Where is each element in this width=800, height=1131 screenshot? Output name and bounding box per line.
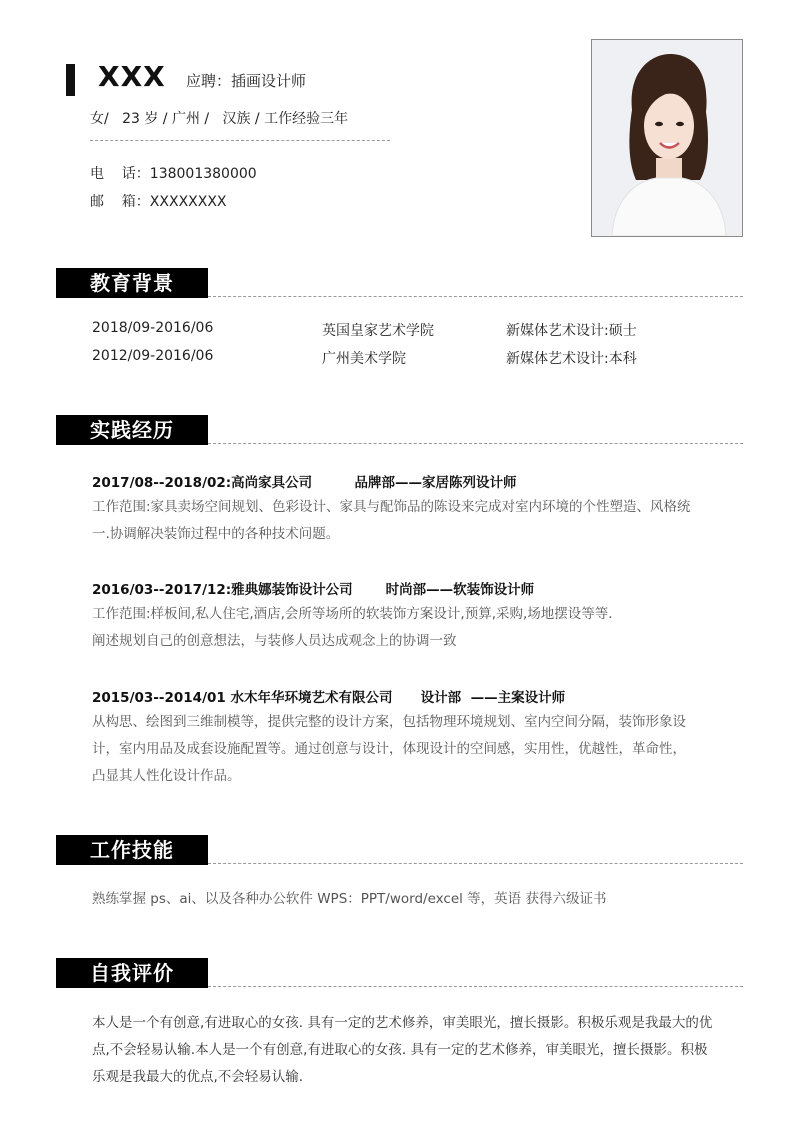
skills-text: 熟练掌握 ps、ai、以及各种办公软件 WPS：PPT/word/excel 等，英语 获得六级证书 (92, 891, 607, 907)
job-title: 2015/03--2014/01 水木年华环境艺术有限公司 设计部 ——主案设计师 (92, 690, 566, 706)
name-accent-bar (66, 64, 75, 96)
evaluation-line: 本人是一个有创意,有进取心的女孩. 具有一定的艺术修养，审美眼光，擅长摄影。积极乐观是我最大的优 (92, 1015, 713, 1031)
section-title-skills: 工作技能 (56, 835, 208, 865)
evaluation-line: 点,不会轻易认输.本人是一个有创意,有进取心的女孩. 具有一定的艺术修养，审美眼光，擅长摄影。积极 (92, 1042, 708, 1058)
profile-photo (591, 39, 743, 237)
description-line: 一.协调解决装饰过程中的各种技术问题。 (92, 526, 340, 542)
header-divider (90, 140, 390, 141)
description-line: 凸显其人性化设计作品。 (92, 768, 241, 784)
edu-school: 英国皇家艺术学院 (322, 323, 434, 339)
section-divider (208, 863, 743, 864)
candidate-name: XXX (98, 60, 166, 93)
section-divider (208, 986, 743, 987)
evaluation-line: 乐观是我最大的优点,不会轻易认输. (92, 1069, 304, 1085)
applied-position: 应聘：插画设计师 (186, 72, 307, 90)
job-description (92, 601, 724, 655)
email-line: 邮 箱：XXXXXXXX (90, 194, 227, 210)
portrait-illustration (592, 40, 742, 236)
section-divider (208, 296, 743, 297)
phone-line: 电 话：138001380000 (90, 166, 257, 182)
edu-period: 2018/09-2016/06 (92, 320, 214, 336)
section-title-self-evaluation: 自我评价 (56, 958, 208, 988)
description-line: 计，室内用品及成套设施配置等。通过创意与设计，体现设计的空间感，实用性，优越性，革命性， (92, 741, 686, 757)
description-line: 从构思、绘图到三维制模等，提供完整的设计方案，包括物理环境规划、室内空间分隔，装饰形象设 (92, 714, 686, 730)
edu-school: 广州美术学院 (322, 351, 406, 367)
job-title: 2017/08--2018/02:高尚家具公司 品牌部——家居陈列设计师 (92, 475, 517, 491)
self-evaluation-text (92, 1010, 724, 1091)
section-title-practice: 实践经历 (56, 415, 208, 445)
edu-period: 2012/09-2016/06 (92, 348, 214, 364)
edu-major: 新媒体艺术设计:硕士 (506, 323, 637, 339)
edu-major: 新媒体艺术设计:本科 (506, 351, 637, 367)
job-title: 2016/03--2017/12:雅典娜装饰设计公司 时尚部——软装饰设计师 (92, 582, 535, 598)
basic-info: 女/ 23 岁 / 广州 / 汉族 / 工作经验三年 (90, 111, 349, 127)
description-line: 工作范围:家具卖场空间规划、色彩设计、家具与配饰品的陈设来完成对室内环境的个性塑造、风格统 (92, 499, 691, 515)
section-title-education: 教育背景 (56, 268, 208, 298)
description-line: 工作范围:样板间,私人住宅,酒店,会所等场所的软装饰方案设计,预算,采购,场地摆设等等. (92, 606, 613, 622)
description-line: 阐述规划自己的创意想法，与装修人员达成观念上的协调一致 (92, 633, 457, 649)
section-divider (208, 443, 743, 444)
job-description (92, 494, 724, 548)
job-description (92, 709, 724, 790)
